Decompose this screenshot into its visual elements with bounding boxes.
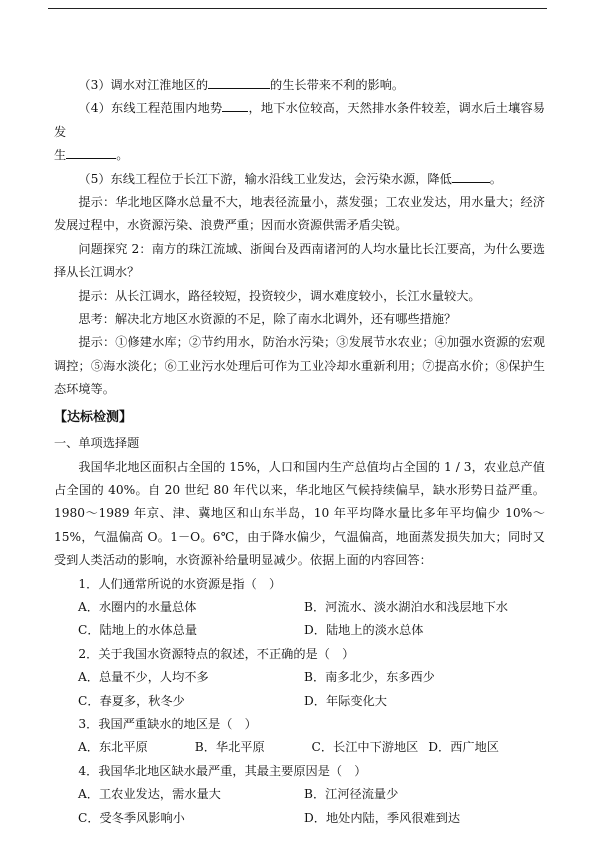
- option-b[interactable]: B．南多北少，东多西少: [304, 670, 435, 685]
- question-5-line: （5）东线工程位于长江下游，输水沿线工业发达，会污染水源，降低 。: [54, 168, 545, 191]
- answer-blank[interactable]: [208, 74, 270, 89]
- question-4-line: （4）东线工程范围内地势 ，地下水位较高，天然排水条件较差，调水后土壤容易发 生 。: [54, 97, 545, 167]
- option-c[interactable]: C．受冬季风影响小: [78, 810, 185, 825]
- hint-paragraph: 提示：①修建水库；②节约用水，防治水污染；③发展节水农业；④加强水资源的宏观调控；⑤海水淡化；⑥工业污水处理后可作为工业冷却水重新利用；⑦提高水价；⑧保护生态环境等。: [54, 335, 545, 397]
- option-a[interactable]: A．水圈内的水量总体: [78, 599, 197, 614]
- think-paragraph: 思考：解决北方地区水资源的不足，除了南水北调外，还有哪些措施？: [78, 312, 457, 327]
- hint-paragraph: 提示：从长江调水，路径较短，投资较少，调水难度较小，长江水量较大。: [78, 288, 481, 303]
- option-c[interactable]: C．春夏多，秋冬少: [78, 693, 185, 708]
- option-d[interactable]: D．地处内陆，季风很难到达: [304, 810, 461, 825]
- inquiry-paragraph: 问题探究 2：南方的珠江流域、浙闽台及西南诸河的人均水量比长江要高，为什么要选择从长江调水？: [54, 241, 545, 280]
- question-stem: 1．人们通常所说的水资源是指（ ）: [78, 576, 282, 591]
- question-3-line: （3）调水对江淮地区的 的生长带来不利的影响。: [54, 74, 545, 97]
- answer-blank[interactable]: [66, 144, 116, 159]
- option-row: [54, 783, 545, 806]
- option-d[interactable]: D．陆地上的淡水总体: [304, 623, 424, 638]
- option-d[interactable]: D．西广地区: [428, 740, 499, 755]
- question-stem: 3．我国严重缺水的地区是（ ）: [78, 716, 257, 731]
- document-body: [54, 74, 545, 830]
- option-row: [54, 690, 545, 713]
- option-row: [54, 807, 545, 830]
- option-c[interactable]: C．陆地上的水体总量: [78, 623, 198, 638]
- option-d[interactable]: D．年际变化大: [304, 693, 387, 708]
- option-a[interactable]: A．总量不少，人均不多: [78, 670, 209, 685]
- question-stem: 4．我国华北地区缺水最严重，其最主要原因是（ ）: [78, 763, 367, 778]
- question-stem: 2．关于我国水资源特点的叙述，不正确的是（ ）: [78, 646, 355, 661]
- header-rule: [48, 8, 547, 9]
- hint-paragraph: 提示：华北地区降水总量不大，地表径流量小，蒸发强；工农业发达，用水量大；经济发展过程中，水资源污染、浪费严重；因而水资源供需矛盾尖锐。: [54, 195, 545, 233]
- option-c[interactable]: C．长江中下游地区: [311, 740, 419, 755]
- section-title: 【达标检测】: [54, 409, 133, 425]
- option-row: [54, 666, 545, 689]
- option-b[interactable]: B．江河径流量少: [304, 787, 399, 802]
- option-row: [54, 619, 545, 642]
- option-b[interactable]: B．河流水、淡水湖泊水和浅层地下水: [304, 599, 508, 614]
- answer-blank[interactable]: [222, 97, 248, 112]
- option-a[interactable]: A．工农业发达，需水量大: [78, 787, 221, 802]
- option-row: [54, 596, 545, 619]
- option-a[interactable]: A．东北平原: [78, 740, 148, 755]
- option-row: [54, 736, 545, 759]
- reading-passage: 我国华北地区面积占全国的 15%，人口和国内生产总值均占全国的 1 / 3，农业总产值占全国的 40%。自 20 世纪 80 年代以来，华北地区气候持续偏旱，缺水形势日益严重。1980～1989 年京、津、冀地区和山东半岛，10 年平均降水量比多年平均偏少 10%～15%，气温偏高 O。1－O。6℃，由于降水偏少，气温偏高，地面蒸发损失加大；同时又受到人类活动的影响，水资源补给量明显减少。依据上面的内容回答：: [54, 459, 545, 568]
- option-b[interactable]: B．华北平原: [194, 740, 265, 755]
- section-subtitle: 一、单项选择题: [54, 436, 140, 451]
- answer-blank[interactable]: [452, 168, 490, 183]
